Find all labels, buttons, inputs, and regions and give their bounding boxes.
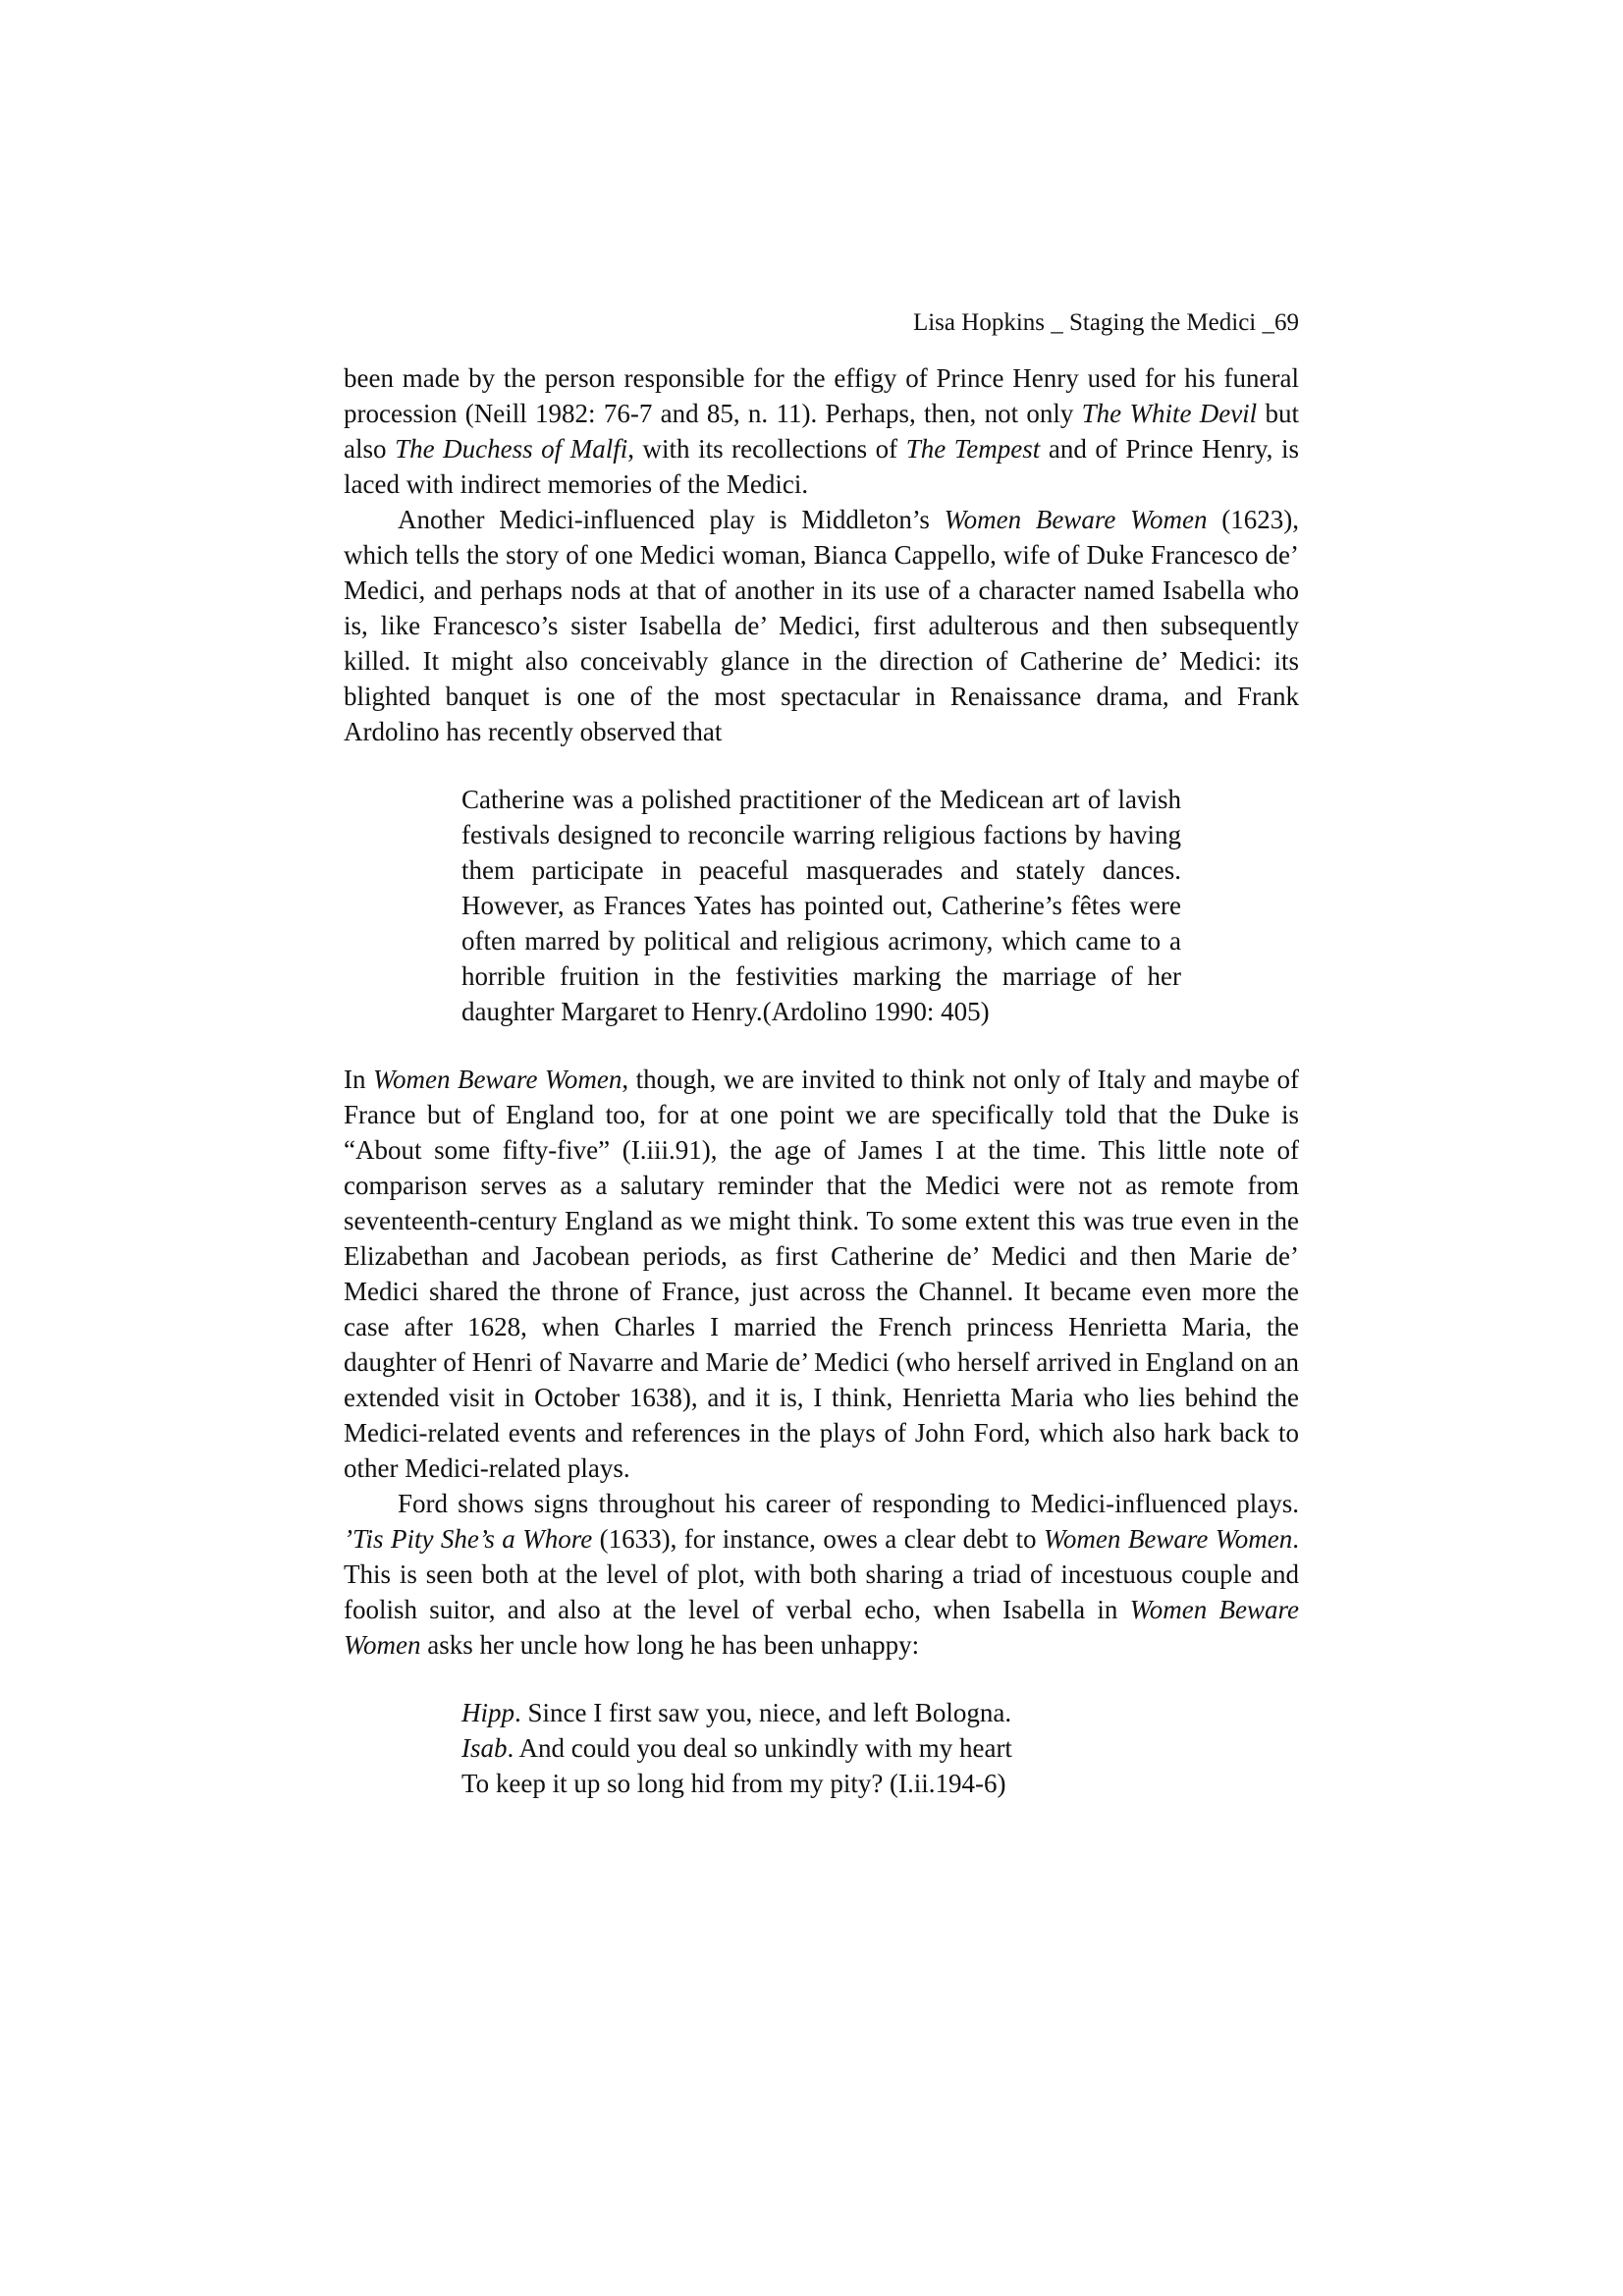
title-women-beware-women: Women Beware Women [344,1595,1299,1660]
block-quote-ardolino: Catherine was a polished practitioner of the Medicean art of lavish festivals designed to reconcile warring religious factions by having them participate in peaceful masquerades and stately dances. However, as Frances Yates has pointed out, Catherine’s fêtes were often marred by political and religious acrimony, which came to a horrible fruition in the festivities marking the marriage of her daughter Margaret to Henry.(Ardolino 1990: 405) [461,785,1181,1026]
paragraph-3: In Women Beware Women, though, we are invited to think not only of Italy and maybe of France but of England too, for at one point we are specifically told that the Duke is “About some fifty-five” (I.iii.91), the age of James I at the time. This little note of comparison serves as a salutary reminder that the Medici were not as remote from seventeenth-century England as we might think. To some extent this was true even in the Elizabethan and Jacobean periods, as first Catherine de’ Medici and then Marie de’ Medici shared the throne of France, just across the Channel. It became even more the case after 1628, when Charles I married the French princess Henrietta Maria, the daughter of Henri of Navarre and Marie de’ Medici (who herself arrived in England on an extended visit in October 1638), and it is, I think, Henrietta Maria who lies behind the Medici-related events and references in the plays of John Ford, which also hark back to other Medici-related plays. [344,1065,1300,1483]
verse-quote [461,1695,1299,1801]
title-tis-pity: ’Tis Pity She’s a Whore [344,1524,593,1554]
title-women-beware-women: Women Beware Women [372,1065,622,1094]
title-the-tempest: The Tempest [905,434,1041,464]
title-the-white-devil: The White Devil [1081,399,1258,428]
paragraph-1: been made by the person responsible for the effigy of Prince Henry used for his funeral procession (Neill 1982: 76-7 and 85, n. 11). Perhaps, then, not only The White Devil but also The Duchess of Malfi, with its recollections of The Tempest and of Prince Henry, is laced with indirect memories of the Medici. [344,363,1299,499]
body-text [344,360,1299,1801]
title-women-beware-women: Women Beware Women [1043,1524,1293,1554]
title-women-beware-women: Women Beware Women [944,505,1208,534]
speaker-label: Hipp [461,1698,514,1727]
paragraph-2: Another Medici-influenced play is Middleton’s Women Beware Women (1623), which tells the story of one Medici woman, Bianca Cappello, wife of Duke Francesco de’ Medici, and perhaps nods at that of another in its use of a character named Isabella who is, like Francesco’s sister Isabella de’ Medici, first adulterous and then subsequently killed. It might also conceivably glance in the direction of Catherine de’ Medici: its blighted banquet is one of the most spectacular in Renaissance drama, and Frank Ardolino has recently observed that [344,505,1300,746]
speaker-label: Isab [461,1733,508,1763]
title-duchess-of-malfi: The Duchess of Malfi [395,434,628,464]
verse-line-3: To keep it up so long hid from my pity? (I.ii.194-6) [461,1769,1006,1798]
running-head: Lisa Hopkins _ Staging the Medici _69 [912,309,1299,336]
verse-line-1: Hipp. Since I first saw you, niece, and left Bologna. [461,1698,1012,1727]
paragraph-4: Ford shows signs throughout his career of responding to Medici-influenced plays. ’Tis Pity She’s a Whore (1633), for instance, owes a clear debt to Women Beware Women. This is seen both at the level of plot, with both sharing a triad of incestuous couple and foolish suitor, and also at the level of verbal echo, when Isabella in Women Beware Women asks her uncle how long he has been unhappy: [344,1489,1299,1660]
verse-line-2: Isab. And could you deal so unkindly with my heart [461,1733,1012,1763]
